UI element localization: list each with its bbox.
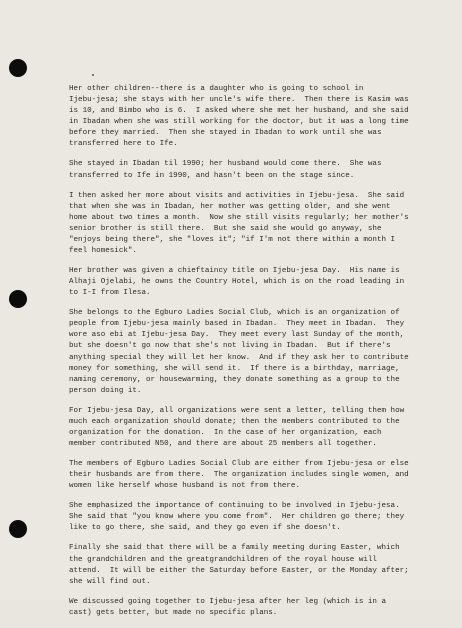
paragraph: She emphasized the importance of continuing to be involved in Ijebu-jesa. She said that "you know where you come from". Her children go there; they like to go there, she said, and they go even if she doesn't.: [69, 502, 405, 533]
paragraph: She stayed in Ibadan til 1990; her husband would come there. She was transferred to Ife in 1990, and hasn't been on the stage since.: [69, 160, 382, 180]
paragraph: Her brother was given a chieftaincy title on Ijebu-jesa Day. His name is Alhaji Ojelabi, he owns the Country Hotel, which is on the road leading in to I-I from Ilesa.: [69, 266, 405, 298]
punch-hole: [9, 59, 27, 77]
paragraph: Finally she said that there will be a family meeting during Easter, which the grandchildren and the greatgrandchildren of the royal house will attend. It will be either the Saturday before Easter, or the Monday after; she will find out.: [69, 544, 409, 586]
punch-hole: [9, 290, 27, 308]
paragraph: We discussed going together to Ijebu-jesa after her leg (which is in a cast) gets better, but made no specific plans.: [69, 597, 387, 617]
paragraph: I then asked her more about visits and activities in Ijebu-jesa. She said that when she was in Ibadan, her mother was getting older, and she went home about two times a month. Now she still visits regularly; her mother's senior brother is still there. But she said she would go anyway, she "enjoys being there", she "loves it"; "if I'm not there within a month I feel homesick".: [69, 191, 409, 255]
typed-text-body: [69, 84, 449, 628]
paragraph: For Ijebu-jesa Day, all organizations were sent a letter, telling them how much each organization should donate; then the members contributed to the organization for the donation. In the case of her organization, each member contributed N50, and there are about 25 members all together.: [69, 406, 405, 449]
paragraph: The members of Egburo Ladies Social Club are either from Ijebu-jesa or else their husbands are from there. The organization includes single women, and women like herself whose husband is not from there.: [69, 460, 409, 491]
paper-speck: [92, 74, 94, 76]
punch-hole: [9, 520, 27, 538]
paragraph: Her other children--there is a daughter who is going to school in Ijebu-jesa; she stays with her uncle's wife there. Then there is Kasim was is 10, and Bimbo who is 6. I asked where she met her husband, and she said in Ibadan when she was still working for the doctor, but it was a long time before they married. Then she stayed in Ibadan to work until she was transferred here to Ife.: [69, 85, 409, 149]
paragraph: She belongs to the Egburo Ladies Social Club, which is an organization of people from Ijebu-jesa mainly based in Ibadan. They meet in Ibadan. They wore aso ebi at Ijebu-jesa Day. They meet every last Sunday of the month, but she doesn't go now that she's not living in Ibadan. But if there's anything special they will let her know. And if they ask her to contribute money for something, she will send it. If there is a birthday, marriage, naming ceremony, or housewarming, they donate something as a group to the person doing it.: [69, 309, 409, 395]
